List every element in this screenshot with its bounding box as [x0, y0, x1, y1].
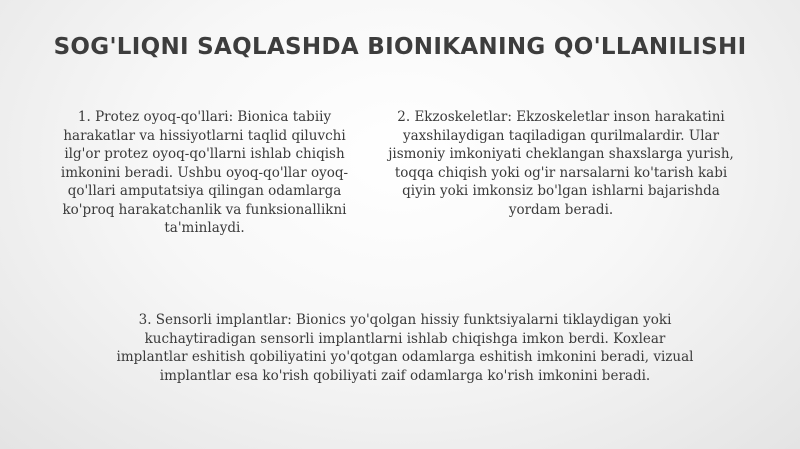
point-sensory-implants: 3. Sensorli implantlar: Bionics yo'qolgan hissiy funktsiyalarni tiklaydigan yoki kuchaytiradigan sensorli implantlarni ishlab chiqishga imkon berdi. Koxlear implantlar eshitish qobiliyatini yo'qotgan odamlarga eshitish imkonini beradi, vizual implantlar esa ko'rish qobiliyati zaif odamlarga ko'rish imkonini beradi.	[116, 312, 694, 384]
slide-title: SOG'LIQNI SAQLASHDA BIONIKANING QO'LLANILISHI	[53, 34, 747, 60]
point-prosthetic-limbs: 1. Protez oyoq-qo'llari: Bionica tabiiy harakatlar va hissiyotlarni taqlid qiluvchi ilg'or protez oyoq-qo'llarni ishlab chiqish imkonini beradi. Ushbu oyoq-qo'llar oyoq-qo'llari amputatsiya qilingan odamlarga ko'proq harakatchanlik va funksionallikni ta'minlaydi.	[60, 109, 349, 236]
point-exoskeletons: 2. Ekzoskeletlar: Ekzoskeletlar inson harakatini yaxshilaydigan taqiladigan qurilmalardir. Ular jismoniy imkoniyati cheklangan shaxslarga yurish, toqqa chiqish yoki og'ir narsalarni ko'tarish kabi qiyin yoki imkonsiz bo'lgan ishlarni bajarishda yordam beradi.	[388, 109, 734, 218]
